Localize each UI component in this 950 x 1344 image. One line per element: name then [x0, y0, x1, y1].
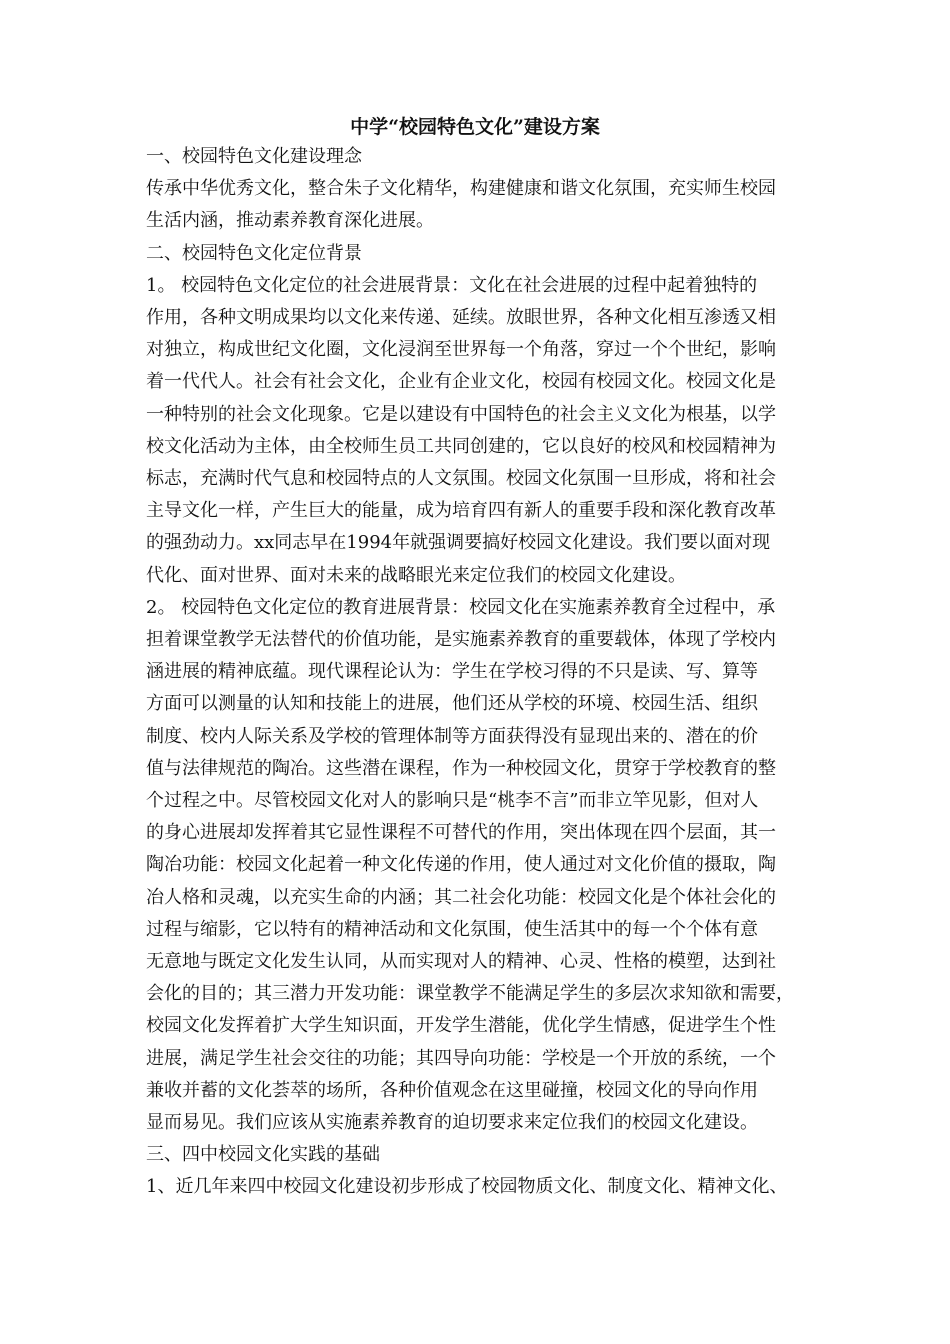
text-line: 二、校园特色文化定位背景: [146, 242, 362, 264]
text-line: 担着课堂教学无法替代的价值功能，是实施素养教育的重要载体，体现了学校内: [146, 629, 776, 650]
text-line: 1、近几年来四中校园文化建设初步形成了校园物质文化、制度文化、精神文化、: [146, 1176, 788, 1198]
text-line: 陶冶功能：校园文化起着一种文化传递的作用，使人通过对文化价值的摄取，陶: [146, 854, 776, 876]
text-line: 会化的目的；其三潜力开发功能：课堂教学不能满足学生的多层次求知欲和需要，: [146, 983, 794, 1005]
text-line: 冶人格和灵魂，以充实生命的内涵；其二社会化功能：校园文化是个体社会化的: [146, 886, 776, 908]
text-line: 一、校园特色文化建设理念: [146, 146, 362, 167]
document-title: 中学“校园特色文化”建设方案: [350, 116, 600, 138]
text-line: 生活内涵，推动素养教育深化进展。: [146, 210, 434, 232]
text-line: 涵进展的精神底蕴。现代课程论认为：学生在学校习得的不只是读、写、算等: [146, 661, 758, 683]
text-line: 制度、校内人际关系及学校的管理体制等方面获得没有显现出来的、潜在的价: [146, 725, 758, 747]
text-line: 一种特别的社会文化现象。它是以建设有中国特色的社会主义文化为根基，以学: [146, 403, 776, 425]
text-line: 着一代代人。社会有社会文化，企业有企业文化，校园有校园文化。校园文化是: [146, 371, 776, 393]
text-line: 代化、面对世界、面对未来的战略眼光来定位我们的校园文化建设。: [146, 564, 686, 586]
text-line: 1。 校园特色文化定位的社会进展背景：文化在社会进展的过程中起着独特的: [146, 274, 758, 296]
text-line: 校文化活动为主体，由全校师生员工共同创建的，它以良好的校风和校园精神为: [146, 435, 776, 457]
text-line: 标志，充满时代气息和校园特点的人文氛围。校园文化氛围一旦形成，将和社会: [146, 468, 776, 489]
text-line: 的强劲动力。xx同志早在1994年就强调要搞好校园文化建设。我们要以面对现: [146, 532, 771, 554]
text-line: 校园文化发挥着扩大学生知识面，开发学生潜能，优化学生情感，促进学生个性: [146, 1015, 776, 1037]
text-line: 的身心进展却发挥着其它显性课程不可替代的作用，突出体现在四个层面，其一: [146, 822, 776, 844]
text-line: 传承中华优秀文化，整合朱子文化精华，构建健康和谐文化氛围，充实师生校园: [146, 178, 776, 200]
text-line: 2。 校园特色文化定位的教育进展背景：校园文化在实施素养教育全过程中，承: [146, 596, 776, 618]
text-line: 无意地与既定文化发生认同，从而实现对人的精神、心灵、性格的模塑，达到社: [146, 951, 776, 972]
text-line: 主导文化一样，产生巨大的能量，成为培育四有新人的重要手段和深化教育改革: [146, 500, 776, 522]
text-line: 值与法律规范的陶冶。这些潜在课程，作为一种校园文化，贯穿于学校教育的整: [146, 757, 776, 779]
text-line: 进展，满足学生社会交往的功能；其四导向功能：学校是一个开放的系统，一个: [146, 1047, 776, 1069]
text-line: 三、四中校园文化实践的基础: [146, 1144, 380, 1166]
text-line: 方面可以测量的认知和技能上的进展，他们还从学校的环境、校园生活、组织: [146, 693, 758, 715]
text-line: 兼收并蓄的文化荟萃的场所，各种价值观念在这里碰撞，校园文化的导向作用: [146, 1079, 758, 1101]
text-line: 显而易见。我们应该从实施素养教育的迫切要求来定位我们的校园文化建设。: [146, 1112, 758, 1133]
text-line: 个过程之中。尽管校园文化对人的影响只是“桃李不言”而非立竿见影，但对人: [146, 790, 759, 811]
text-line: 对独立，构成世纪文化圈，文化浸润至世界每一个角落，穿过一个个世纪，影响: [146, 339, 776, 361]
text-line: 过程与缩影，它以特有的精神活动和文化氛围，使生活其中的每一个个体有意: [146, 918, 758, 940]
text-line: 作用，各种文明成果均以文化来传递、延续。放眼世界，各种文化相互渗透又相: [146, 307, 776, 328]
